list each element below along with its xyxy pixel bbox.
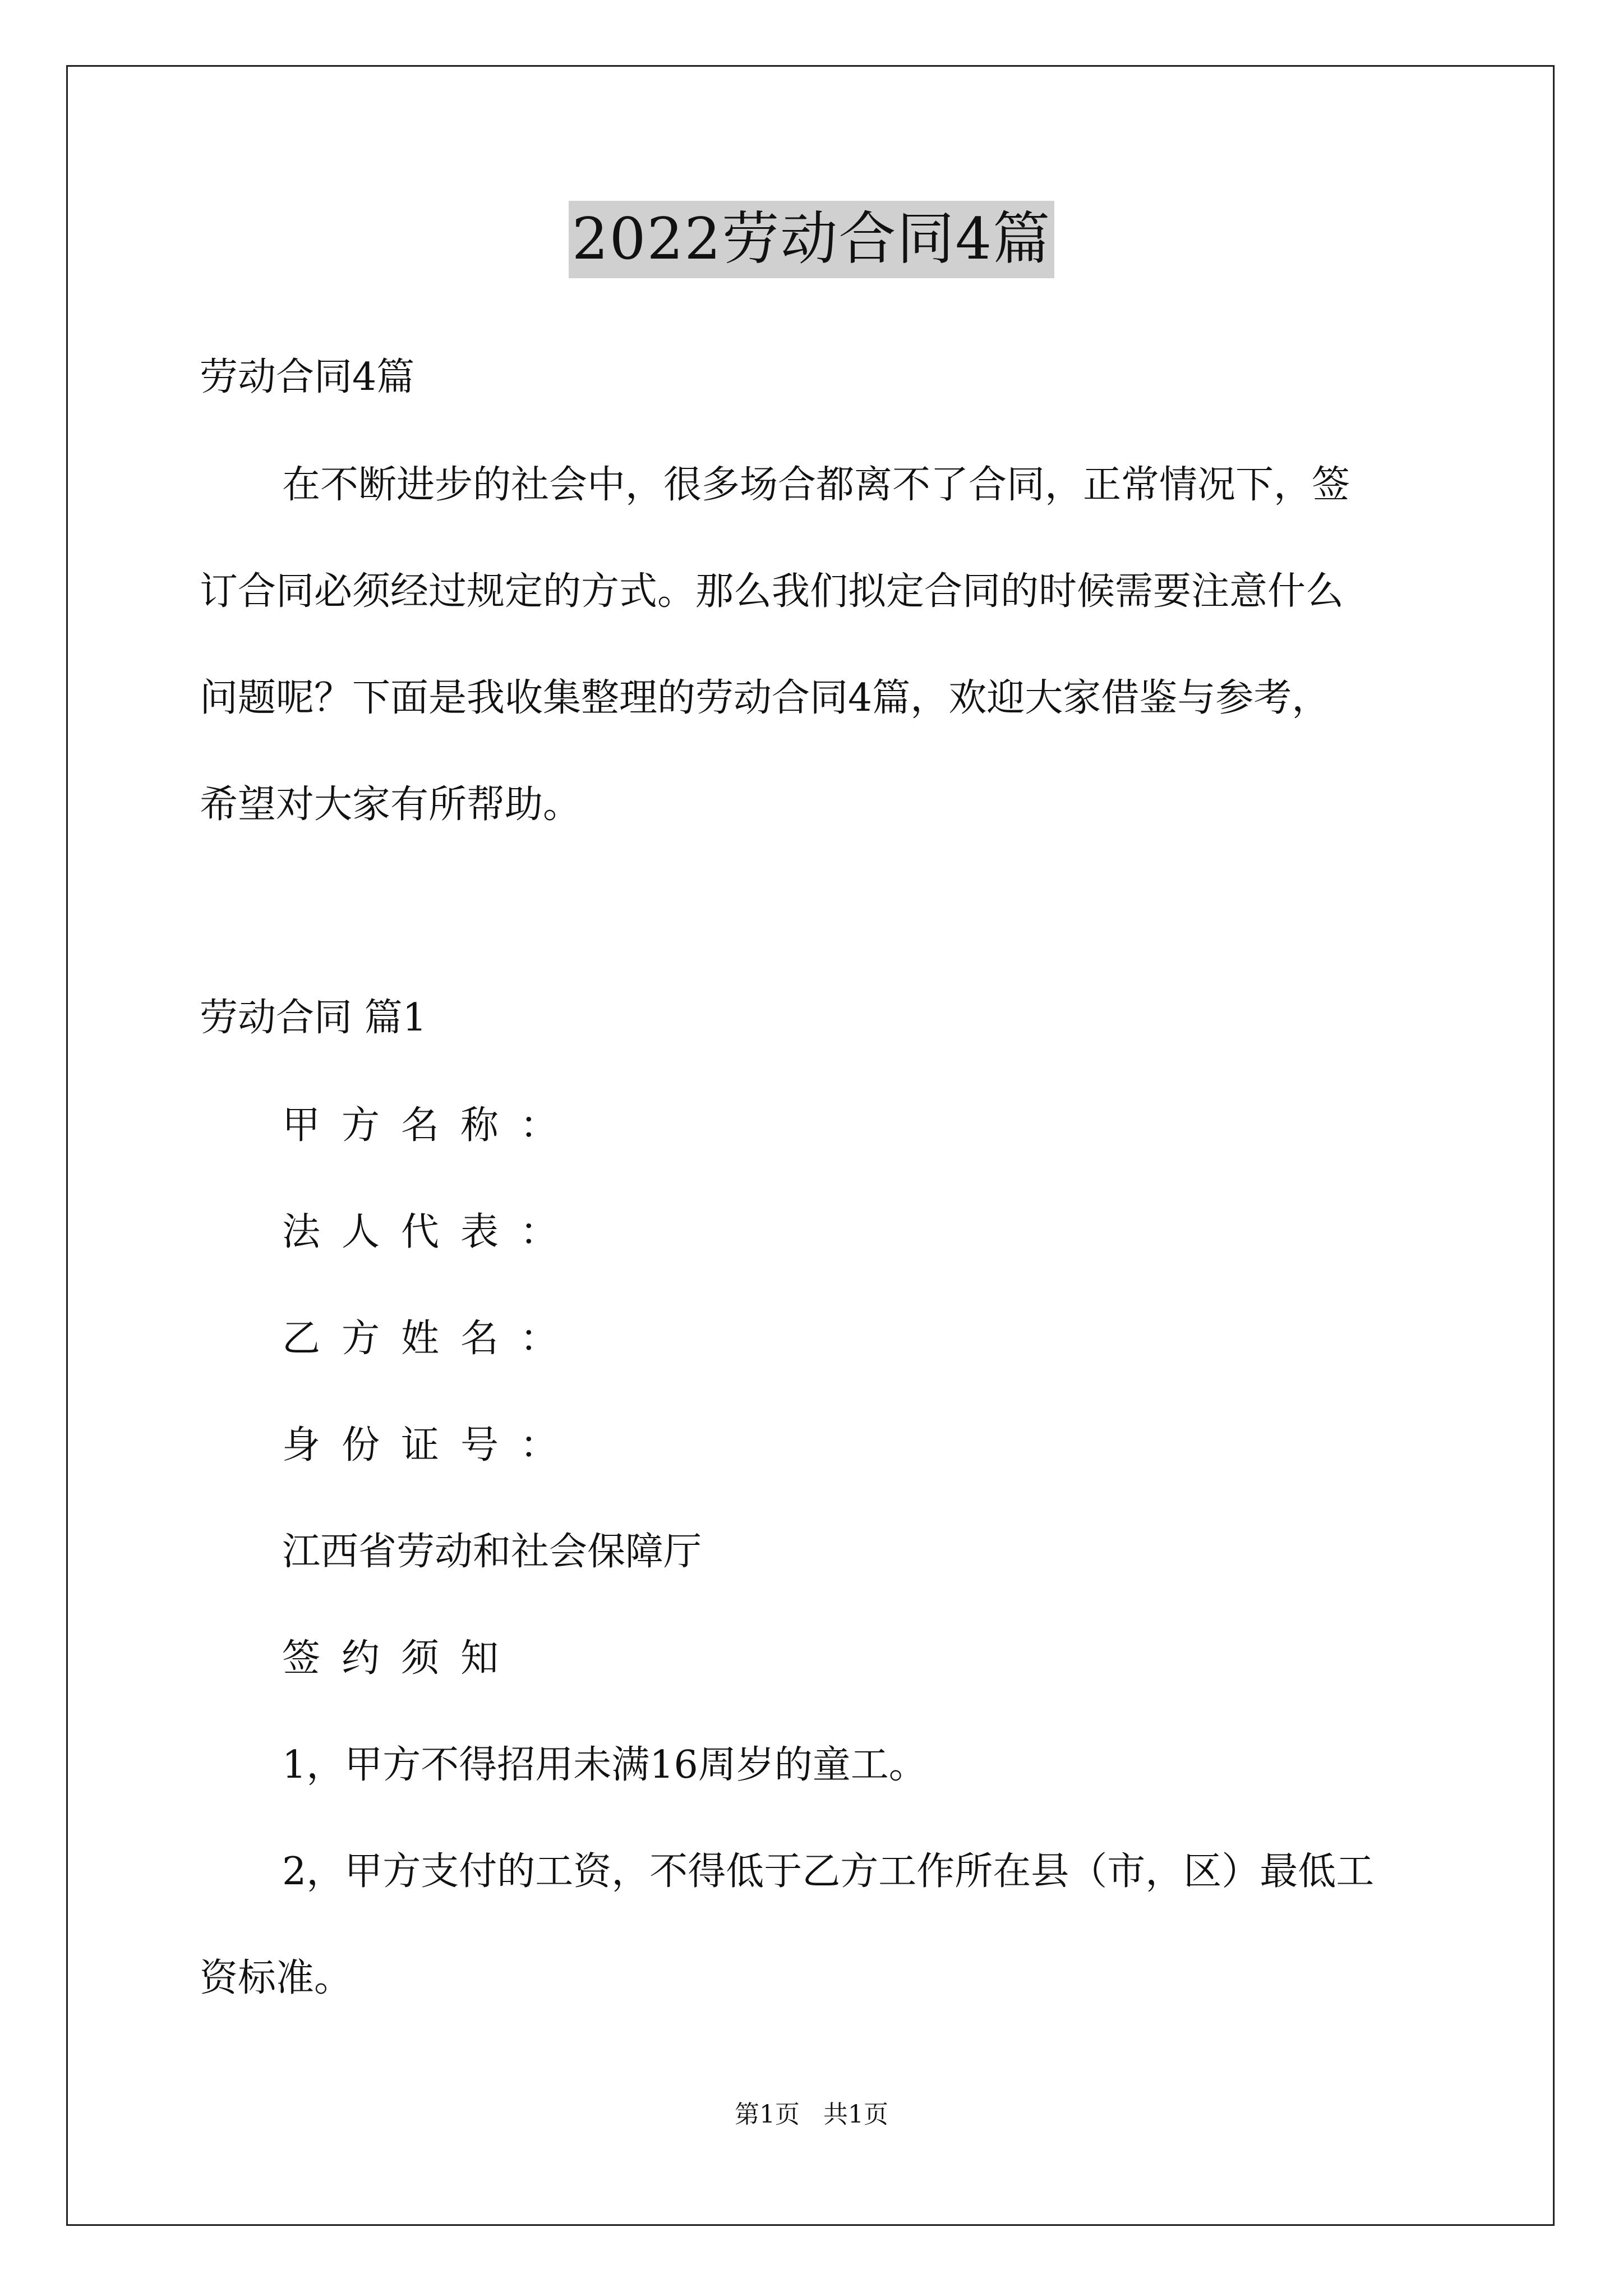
document-subtitle: 劳动合同4篇 — [200, 355, 415, 399]
notice-item-1: 1，甲方不得招用未满16周岁的童工。 — [282, 1743, 927, 1787]
intro-line-3: 问题呢？下面是我收集整理的劳动合同4篇，欢迎大家借鉴与参考， — [200, 676, 1330, 720]
intro-line-4: 希望对大家有所帮助。 — [200, 783, 582, 827]
title-container — [0, 201, 1623, 278]
legal-representative-field: 法人代表： — [282, 1210, 580, 1254]
notice-item-2: 2，甲方支付的工资，不得低于乙方工作所在县（市，区）最低工 — [282, 1849, 1375, 1894]
notice-item-2-continued: 资标准。 — [200, 1956, 353, 2000]
notice-title: 签约须知 — [282, 1636, 520, 1681]
intro-line-1: 在不断进步的社会中，很多场合都离不了合同，正常情况下，签 — [282, 463, 1350, 507]
department-name: 江西省劳动和社会保障厅 — [282, 1530, 702, 1574]
intro-line-2: 订合同必须经过规定的方式。那么我们拟定合同的时候需要注意什么 — [200, 569, 1344, 614]
page-footer: 第1页 共1页 — [735, 2100, 888, 2129]
party-a-name-field: 甲方名称： — [282, 1103, 580, 1148]
section-heading: 劳动合同 篇1 — [200, 996, 427, 1040]
party-b-name-field: 乙方姓名： — [282, 1317, 580, 1361]
document-title: 2022劳动合同4篇 — [569, 201, 1054, 278]
id-number-field: 身份证号： — [282, 1423, 580, 1467]
